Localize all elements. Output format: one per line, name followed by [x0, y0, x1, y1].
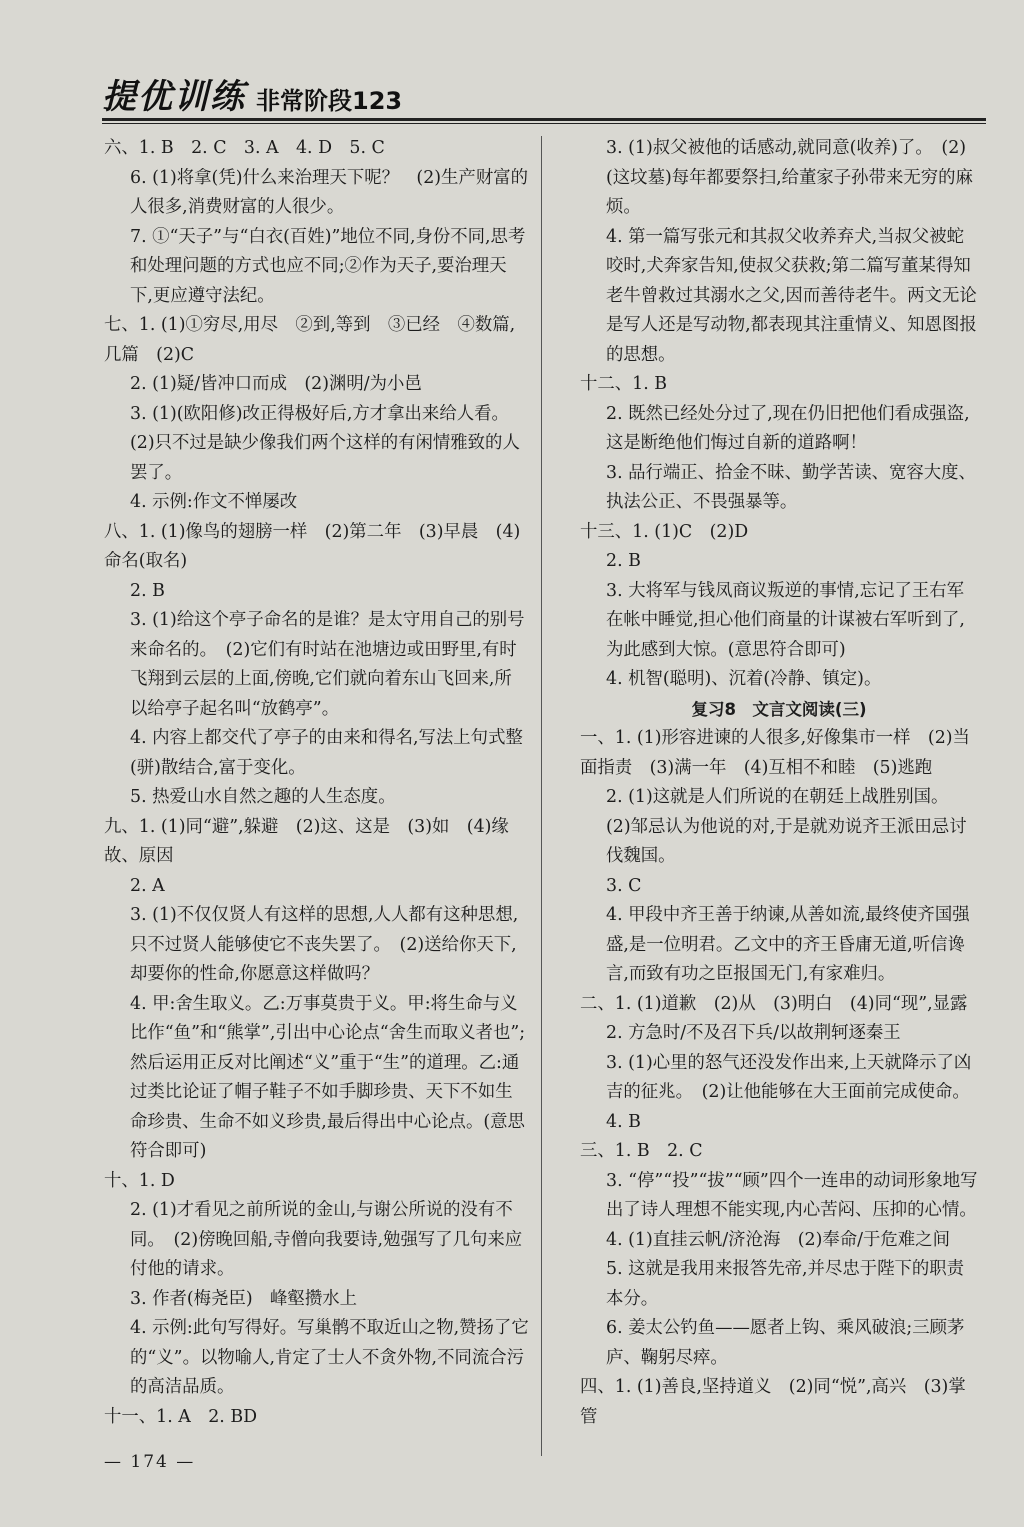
- answer-item: 2. (1)这就是人们所说的在朝廷上战胜别国。 (2)邹忌认为他说的对,于是就劝说齐王派田忌讨伐魏国。: [606, 787, 967, 866]
- answer-item: 六、1. B 2. C 3. A 4. D 5. C: [104, 138, 385, 158]
- answer-item: 3. (1)(欧阳修)改正得极好后,方才拿出来给人看。 (2)只不过是缺少像我们两个这样的有闲情雅致的人罢了。: [130, 403, 520, 483]
- answer-item: 3. (1)叔父被他的话感动,就同意(收养)了。 (2)(这坟墓)每年都要祭扫,给董家子孙带来无穷的麻烦。: [606, 138, 973, 217]
- brand-logo: 提优训练: [102, 77, 246, 117]
- answer-item: 4. (1)直挂云帆/济沧海 (2)奉命/于危难之间: [606, 1229, 950, 1250]
- header: [102, 74, 402, 118]
- right-column: [580, 134, 978, 1432]
- answer-item: 十二、1. B: [580, 374, 668, 394]
- answer-item: 3. (1)不仅仅贤人有这样的思想,人人都有这种思想,只不过贤人能够使它不丧失罢了。 (2)送给你天下,却要你的性命,你愿意这样做吗？: [130, 905, 519, 984]
- answer-item: 3. C: [606, 875, 642, 896]
- answer-item: 4. 第一篇写张元和其叔父收养弃犬,当叔父被蛇咬时,犬奔家告知,使叔父获救;第二篇写董某得知老牛曾救过其溺水之父,因而善待老牛。两文无论是写人还是写动物,都表现其注重情义、知恩图报的思想。: [606, 226, 977, 365]
- series-label: 非常阶段123: [256, 87, 403, 115]
- answer-item: 十一、1. A 2. BD: [104, 1406, 258, 1427]
- section-title: 复习8 文言文阅读(三): [691, 699, 867, 719]
- answer-item: 5. 这就是我用来报答先帝,并尽忠于陛下的职责本分。: [606, 1259, 965, 1309]
- answer-item: 6. (1)将拿(凭)什么来治理天下呢？ (2)生产财富的人很多,消费财富的人很少。: [130, 167, 528, 217]
- answer-item: 十三、1. (1)C (2)D: [580, 521, 749, 542]
- answer-item: 3. 品行端正、拾金不昧、勤学苦读、宽容大度、执法公正、不畏强暴等。: [606, 462, 976, 512]
- answer-item: 3. “停”“投”“拔”“顾”四个一连串的动词形象地写出了诗人理想不能实现,内心苦闷、压抑的心情。: [606, 1170, 978, 1220]
- answer-item: 3. 大将军与钱凤商议叛逆的事情,忘记了王右军在帐中睡觉,担心他们商量的计谋被右军听到了,为此感到大惊。(意思符合即可): [606, 580, 965, 660]
- answer-item: 2. B: [130, 580, 165, 601]
- answer-item: 4. 甲段中齐王善于纳谏,从善如流,最终使齐国强盛,是一位明君。乙文中的齐王昏庸无道,听信谗言,而致有功之臣报国无门,有家难归。: [606, 905, 970, 984]
- answer-item: 2. 方急时/不及召下兵/以故荆轲逐秦王: [606, 1023, 901, 1043]
- answer-item: 3. (1)心里的怒气还没发作出来,上天就降示了凶吉的征兆。 (2)让他能够在大王面前完成使命。: [606, 1052, 972, 1102]
- left-column: [104, 134, 529, 1432]
- answer-item: 2. A: [130, 875, 165, 896]
- answer-item: 6. 姜太公钓鱼——愿者上钩、乘风破浪;三顾茅庐、鞠躬尽瘁。: [606, 1318, 965, 1368]
- answer-item: 十、1. D: [104, 1170, 175, 1191]
- header-rule-thick: [102, 118, 986, 121]
- page-number: — 174 —: [104, 1452, 196, 1472]
- answer-item: 二、1. (1)道歉 (2)从 (3)明白 (4)同“现”,显露: [580, 993, 968, 1014]
- answer-item: 4. 内容上都交代了亭子的由来和得名,写法上句式整(骈)散结合,富于变化。: [130, 728, 523, 778]
- answer-item: 4. B: [606, 1111, 641, 1132]
- answer-item: 4. 机智(聪明)、沉着(冷静、镇定)。: [606, 669, 882, 689]
- answer-item: 7. ①“天子”与“白衣(百姓)”地位不同,身份不同,思考和处理问题的方式也应不同;②作为天子,要治理天下,更应遵守法纪。: [130, 226, 526, 306]
- answer-item: 2. 既然已经处分过了,现在仍旧把他们看成强盗,这是断绝他们悔过自新的道路啊！: [606, 403, 970, 453]
- answer-item: 2. (1)才看见之前所说的金山,与谢公所说的没有不同。 (2)傍晚回船,寺僧向我要诗,勉强写了几句来应付他的请求。: [130, 1200, 523, 1279]
- column-divider: [541, 136, 542, 1456]
- answer-item: 三、1. B 2. C: [580, 1141, 703, 1161]
- answer-item: 2. (1)疑/皆冲口而成 (2)渊明/为小邑: [130, 374, 422, 394]
- answer-item: 4. 甲:舍生取义。乙:万事莫贵于义。甲:将生命与义比作“鱼”和“熊掌”,引出中心论点“舍生而取义者也”;然后运用正反对比阐述“义”重于“生”的道理。乙:通过类比论证了帽子鞋子不如手脚珍贵、天下不如生命珍贵、生命不如义珍贵,最后得出中心论点。(意思符合即可): [130, 993, 526, 1161]
- answer-item: 4. 示例:作文不惮屡改: [130, 492, 298, 512]
- answer-item: 5. 热爱山水自然之趣的人生态度。: [130, 787, 396, 807]
- answer-item: 3. (1)给这个亭子命名的是谁？是太守用自己的别号来命名的。 (2)它们有时站在池塘边或田野里,有时飞翔到云层的上面,傍晚,它们就向着东山飞回来,所以给亭子起名叫“放鹤亭”。: [130, 610, 525, 719]
- answer-item: 八、1. (1)像鸟的翅膀一样 (2)第二年 (3)早晨 (4)命名(取名): [104, 521, 521, 571]
- header-rule-thin: [102, 123, 986, 124]
- answer-item: 4. 示例:此句写得好。写巢鹘不取近山之物,赞扬了它的“义”。以物喻人,肯定了士人不贪外物,不同流合污的高洁品质。: [130, 1318, 529, 1397]
- answer-item: 一、1. (1)形容进谏的人很多,好像集市一样 (2)当面指责 (3)满一年 (4)互相不和睦 (5)逃跑: [580, 728, 970, 778]
- answer-item: 九、1. (1)同“避”,躲避 (2)这、这是 (3)如 (4)缘故、原因: [104, 816, 509, 866]
- answer-item: 四、1. (1)善良,坚持道义 (2)同“悦”,高兴 (3)掌管: [580, 1377, 966, 1427]
- answer-item: 3. 作者(梅尧臣) 峰壑攒水上: [130, 1288, 357, 1309]
- answer-item: 2. B: [606, 551, 641, 571]
- answer-item: 七、1. (1)①穷尽,用尽 ②到,等到 ③已经 ④数篇,几篇 (2)C: [104, 315, 516, 365]
